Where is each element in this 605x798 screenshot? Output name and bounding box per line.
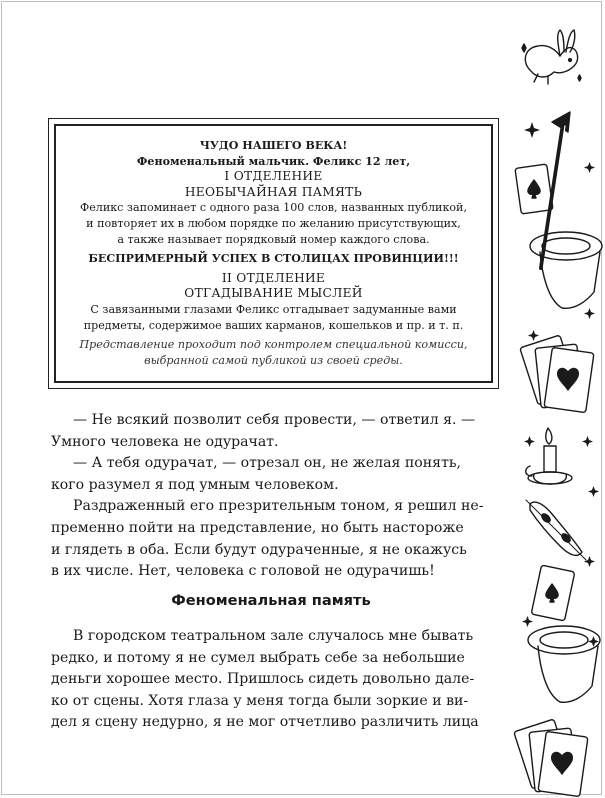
poster-note-line: выбранной самой публикой из своей среды. xyxy=(144,353,403,367)
top-hat-icon xyxy=(528,626,600,702)
text-line: В городском театральном зале случалось мне бывать xyxy=(73,628,474,644)
ace-of-spades-card-icon xyxy=(531,565,575,621)
dialogue-text xyxy=(51,410,491,583)
text-line: Умного человека не одурачат. xyxy=(51,433,279,450)
playing-cards-hearts-icon xyxy=(520,335,594,413)
text-line: в их числе. Нет, человека с головой не одурачишь! xyxy=(51,563,435,580)
playing-cards-hearts-icon xyxy=(514,719,588,797)
poster-section1-line: Феликс запоминает с одного раза 100 слов, названных публикой, xyxy=(80,201,467,215)
section-text xyxy=(51,626,491,734)
rabbit-icon xyxy=(522,30,581,84)
text-line: — А тебя одурачат, — отрезал он, не желая понять, xyxy=(73,455,462,472)
poster-title: ЧУДО НАШЕГО ВЕКА! xyxy=(199,139,348,152)
poster-subtitle: Феноменальный мальчик. Феликс 12 лет, xyxy=(136,154,411,168)
paragraph xyxy=(51,453,491,496)
decorative-border xyxy=(508,0,605,798)
text-line: ко от сцены. Хотя глаза у меня тогда были зоркие и ви- xyxy=(51,692,469,709)
poster-content xyxy=(54,124,493,383)
paragraph xyxy=(51,410,491,453)
text-line: пременно пойти на представление, но быть настороже xyxy=(51,519,464,536)
poster-section1-number: I ОТДЕЛЕНИЕ xyxy=(224,169,323,184)
poster-section2-line: предметы, содержимое ваших карманов, кошельков и пр. и т. п. xyxy=(83,318,464,332)
top-hat-icon xyxy=(530,232,602,308)
text-line: редко, и потому я не сумел выбрать себе за небольшие xyxy=(51,649,465,666)
poster-section2-number: II ОТДЕЛЕНИЕ xyxy=(221,270,326,285)
poster-section2-name: ОТГАДЫВАНИЕ МЫСЛЕЙ xyxy=(184,286,363,301)
text-line: — Не всякий позволит себя провести, — ответил я. — xyxy=(73,412,476,428)
ace-of-spades-card-icon xyxy=(515,164,553,214)
poster-note-line: Представление проходит под контролем специальной комисси, xyxy=(79,338,468,352)
text-line: деньги хорошее место. Пришлось сидеть довольно дале- xyxy=(51,671,475,688)
poster-success: БЕСПРИМЕРНЫЙ УСПЕХ В СТОЛИЦАХ ПРОВИНЦИИ!!! xyxy=(88,252,459,266)
text-line: Раздраженный его презрительным тоном, я решил не- xyxy=(73,498,484,515)
text-line: и глядеть в оба. Если будут одураченные, я не окажусь xyxy=(51,541,467,558)
eye-mask-icon xyxy=(526,500,586,560)
text-line: кого разумел я под умным человеком. xyxy=(51,476,339,493)
poster-section1-line: и повторяет их в любом порядке по желанию присутствующих, xyxy=(86,216,461,230)
text-line: дел я сцену недурно, я не мог отчетливо различить лица xyxy=(51,714,479,731)
poster-section2-line: С завязанными глазами Феликс отгадывает задуманные вами xyxy=(90,302,457,316)
poster-box xyxy=(48,118,499,389)
magic-wand-icon xyxy=(541,112,570,270)
poster-section1-line: а также называет порядковый номер каждого слова. xyxy=(117,232,430,246)
candle-icon xyxy=(526,428,572,484)
section-heading: Феноменальная память xyxy=(171,592,371,609)
paragraph xyxy=(51,496,491,582)
poster-section1-name: НЕОБЫЧАЙНАЯ ПАМЯТЬ xyxy=(184,184,363,199)
paragraph xyxy=(51,626,491,734)
